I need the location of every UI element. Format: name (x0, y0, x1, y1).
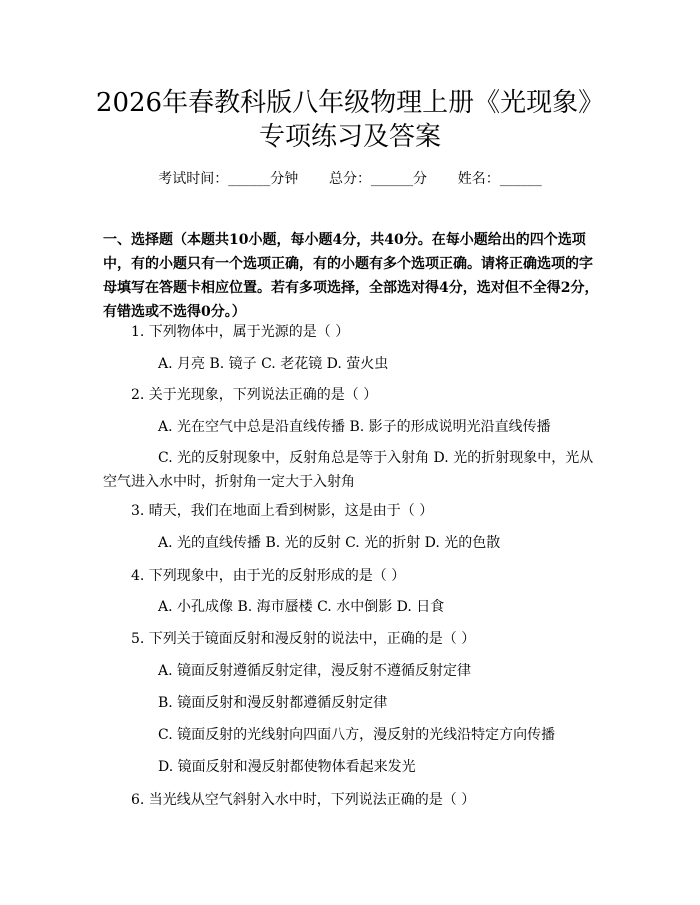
question-stem-3: 3. 晴天，我们在地面上看到树影，这是由于（ ） (131, 503, 434, 519)
question-option-4: A. 小孔成像 B. 海市蜃楼 C. 水中倒影 D. 日食 (158, 599, 445, 615)
question-stem-4: 4. 下列现象中，由于光的反射形成的是（ ） (131, 568, 406, 584)
exam-time-field: 考试时间：______分钟 (158, 171, 299, 187)
question-option-5c: C. 镜面反射的光线射向四面八方，漫反射的光线沿特定方向传播 (158, 727, 556, 743)
exam-info-row (0, 168, 700, 188)
question-option-2a: A. 光在空气中总是沿直线传播 B. 影子的形成说明光沿直线传播 (158, 419, 551, 435)
question-option-1: A. 月亮 B. 镜子 C. 老花镜 D. 萤火虫 (158, 356, 389, 372)
section-heading: 一、选择题（本题共10小题，每小题4分，共40分。在每小题给出的四个选项中，有的小题只有一个选项正确，有的小题有多个选项正确。请将正确选项的字母填写在答题卡相应位置。若有多项选择，全部选对得4分，选对但不全得2分，有错选或不选得0分。） (103, 232, 599, 320)
document-title-line2: 专项练习及答案 (258, 122, 441, 152)
question-option-5d: D. 镜面反射和漫反射都使物体看起来发光 (158, 759, 416, 775)
question-option-5b: B. 镜面反射和漫反射都遵循反射定律 (158, 695, 388, 711)
question-option-3: A. 光的直线传播 B. 光的反射 C. 光的折射 D. 光的色散 (158, 535, 501, 551)
question-stem-5: 5. 下列关于镜面反射和漫反射的说法中，正确的是（ ） (131, 631, 476, 647)
question-option-2b: C. 光的反射现象中，反射角总是等于入射角 D. 光的折射现象中，光从空气进入水中时，折射角一定大于入射角 (103, 450, 594, 490)
total-score-field: 总分：______分 (329, 171, 427, 187)
name-field: 姓名：______ (457, 171, 542, 187)
question-stem-1: 1. 下列物体中，属于光源的是（ ） (131, 324, 350, 340)
document-title-line1: 2026年春教科版八年级物理上册《光现象》 (95, 88, 605, 118)
question-stem-2: 2. 关于光现象，下列说法正确的是（ ） (131, 387, 378, 403)
question-stem-6: 6. 当光线从空气斜射入水中时，下列说法正确的是（ ） (131, 792, 476, 808)
question-option-5a: A. 镜面反射遵循反射定律，漫反射不遵循反射定律 (158, 663, 472, 679)
